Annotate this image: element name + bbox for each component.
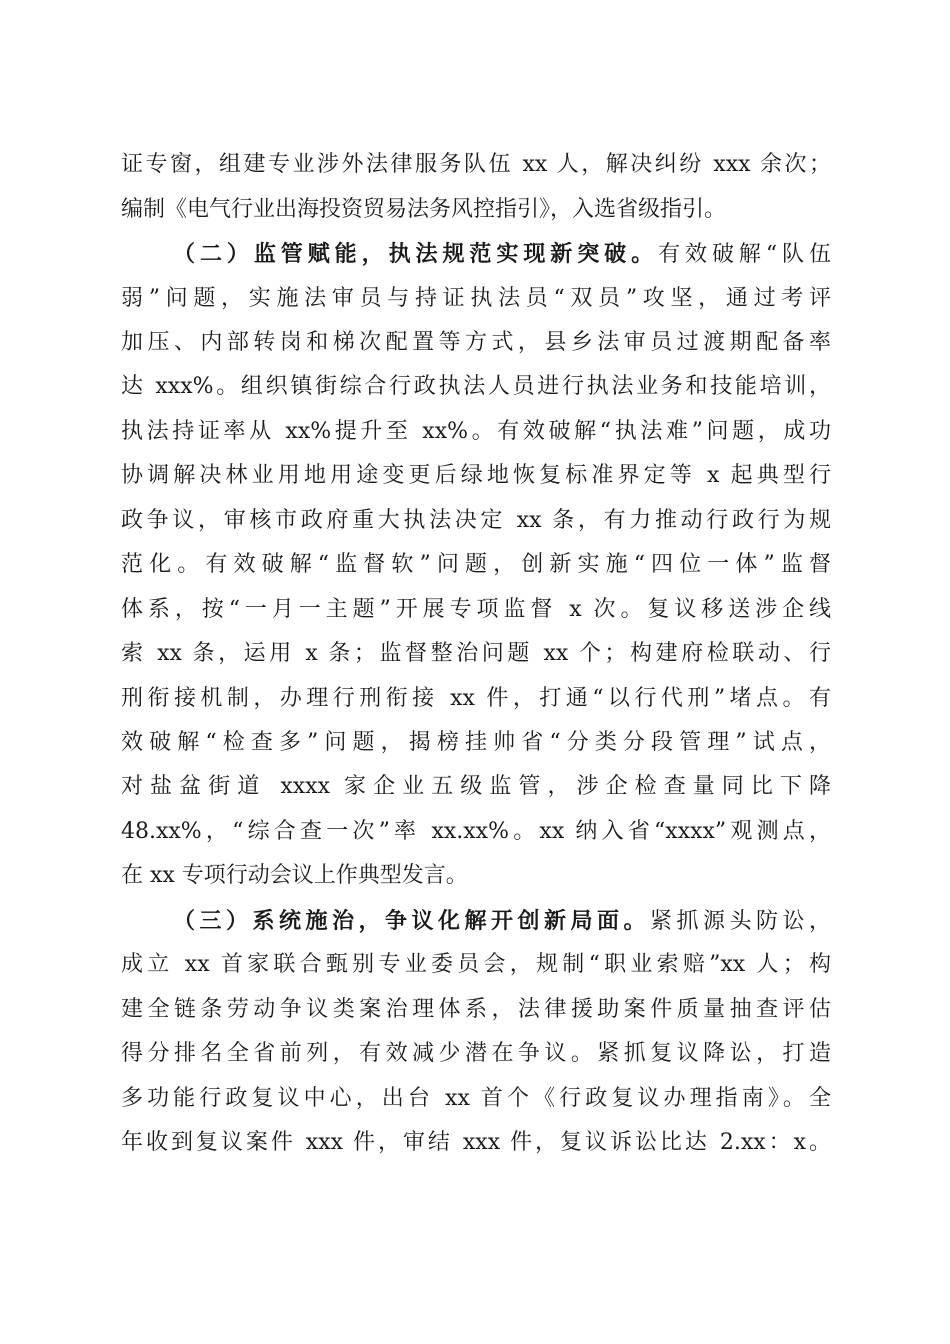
body-line: 刑衔接机制，办理行刑衔接 xx 件，打通“以行代刑”堵点。有 (121, 686, 831, 711)
body-line: 建全链条劳动争议类案治理体系，法律援助案件质量抽查评估 (121, 997, 831, 1022)
body-line: 成立 xx 首家联合甄别专业委员会，规制“职业索赔”xx 人；构 (121, 952, 831, 977)
section-text: 紧抓源头防讼， (649, 909, 831, 934)
body-line: 48.xx%，“综合查一次”率 xx.xx%。xx 纳入省“xxxx”观测点， (121, 819, 831, 844)
body-line: 在 xx 专项行动会议上作典型发言。 (121, 863, 468, 888)
body-line: 效破解“检查多”问题，揭榜挂帅省“分类分段管理”试点， (121, 730, 831, 755)
body-line: 对盐盆街道 xxxx 家企业五级监管，涉企检查量同比下降 (121, 774, 831, 799)
body-line: 编制《电气行业出海投资贸易法务风控指引》，入选省级指引。 (121, 197, 727, 222)
section-heading: （三）系统施治，争议化解开创新局面。 (173, 908, 650, 934)
section-heading-line (173, 901, 831, 941)
body-line: 协调解决林业用地用途变更后绿地恢复标准界定等 x 起典型行 (121, 463, 831, 488)
body-line: 索 xx 条，运用 x 条；监督整治问题 xx 个；构建府检联动、行 (121, 641, 831, 666)
body-line: 年收到复议案件 xxx 件，审结 xxx 件，复议诉讼比达 2.xx：x。 (121, 1130, 831, 1155)
section-heading-line (173, 234, 831, 274)
body-line: 多功能行政复议中心，出台 xx 首个《行政复议办理指南》。全 (121, 1086, 831, 1111)
body-line: 弱”问题，实施法审员与持证执法员“双员”攻坚，通过考评 (121, 286, 831, 311)
body-line: 得分排名全省前列，有效减少潜在争议。紧抓复议降讼，打造 (121, 1041, 831, 1066)
body-line: 加压、内部转岗和梯次配置等方式，县乡法审员过渡期配备率 (121, 330, 831, 355)
body-line: 执法持证率从 xx%提升至 xx%。有效破解“执法难”问题，成功 (121, 419, 831, 444)
section-heading: （二）监管赋能，执法规范实现新突破。 (173, 241, 659, 267)
body-line: 范化。有效破解“监督软”问题，创新实施“四位一体”监督 (121, 552, 831, 577)
body-line: 政争议，审核市政府重大执法决定 xx 条，有力推动行政行为规 (121, 508, 831, 533)
body-line: 证专窗，组建专业涉外法律服务队伍 xx 人，解决纠纷 xxx 余次； (121, 152, 831, 177)
section-text: 有效破解“队伍 (658, 242, 831, 267)
body-line: 体系，按“一月一主题”开展专项监督 x 次。复议移送涉企线 (121, 597, 831, 622)
body-line: 达 xxx%。组织镇街综合行政执法人员进行执法业务和技能培训， (121, 374, 831, 399)
